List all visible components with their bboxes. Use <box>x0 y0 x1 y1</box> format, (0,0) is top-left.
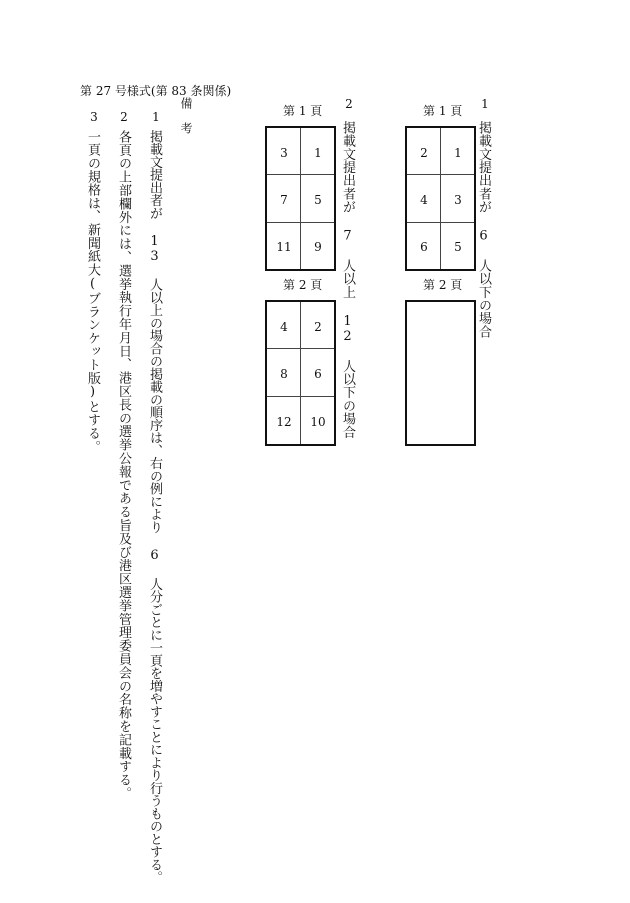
example-1-page-1-box <box>405 126 476 271</box>
example-1-page-1-label: 第 1 頁 <box>423 104 463 118</box>
grid-cell: 7 <box>280 193 288 207</box>
grid-cell: 5 <box>314 193 322 207</box>
remark-2-number: 2 <box>117 110 131 124</box>
grid-cell: 8 <box>280 367 288 381</box>
grid-cell: 4 <box>420 193 428 207</box>
grid-cell: 11 <box>276 240 292 254</box>
remarks-heading-kou: 考 <box>179 122 193 134</box>
example-2-page-1-label: 第 1 頁 <box>283 104 323 118</box>
grid-cell: 6 <box>314 367 322 381</box>
grid-cell: 1 <box>454 146 462 160</box>
grid-cell: 10 <box>310 415 326 429</box>
remark-2-text: 各頁の上部欄外には、選挙執行年月日、港区長の選挙公報である旨及び港区選挙管理委員会の名称を記載する。 <box>116 130 131 800</box>
example-2-page-2-label: 第 2 頁 <box>283 278 323 292</box>
grid-cell: 5 <box>454 240 462 254</box>
example-2-number: 2 <box>342 97 356 111</box>
remarks-heading-bi: 備 <box>179 97 193 109</box>
remark-3-number: 3 <box>87 110 101 124</box>
example-2-page-2-box <box>265 300 336 446</box>
example-1-page-2-box <box>405 300 476 446</box>
grid-cell: 3 <box>280 146 288 160</box>
example-1-page-2-label: 第 2 頁 <box>423 278 463 292</box>
example-1-caption: 掲載文提出者が 6 人以下の場合 <box>476 121 491 339</box>
example-2-caption: 掲載文提出者が 7 人以上 12 人以下の場合 <box>340 121 355 439</box>
example-1-number: 1 <box>478 97 492 111</box>
grid-cell: 3 <box>454 193 462 207</box>
grid-cell: 2 <box>314 320 322 334</box>
remark-1-text: 掲載文提出者が 13 人以上の場合の掲載の順序は、右の例により 6 人分ごとに一頁を増やすことにより行うものとする。 <box>147 130 162 884</box>
grid-cell: 2 <box>420 146 428 160</box>
grid-cell: 9 <box>314 240 322 254</box>
form-title: 第 27 号様式(第 83 条関係) <box>80 84 232 98</box>
grid-cell: 12 <box>276 415 292 429</box>
example-2-page-1-box <box>265 126 336 271</box>
remark-3-text: 一頁の規格は、新聞紙大(ブランケット版)とする。 <box>85 130 100 454</box>
grid-cell: 4 <box>280 320 288 334</box>
remark-1-number: 1 <box>149 110 163 124</box>
grid-cell: 6 <box>420 240 428 254</box>
grid-cell: 1 <box>314 146 322 160</box>
